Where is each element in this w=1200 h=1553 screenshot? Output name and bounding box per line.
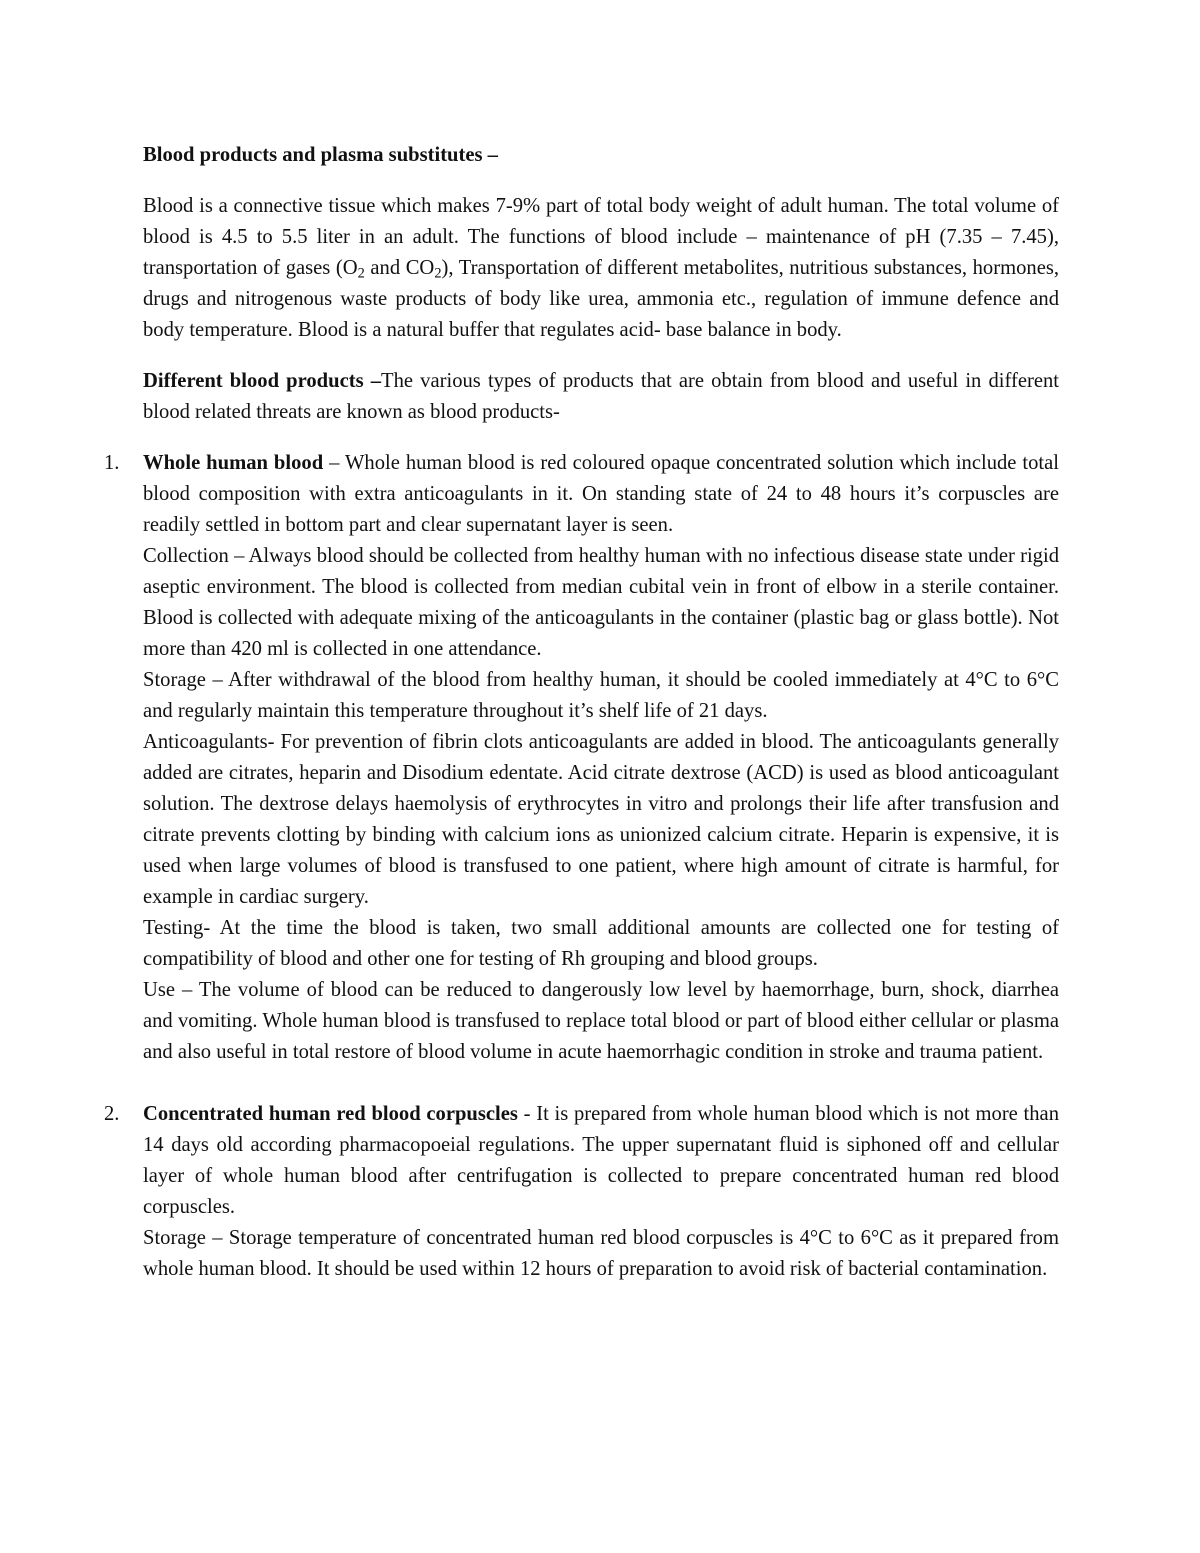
co2-subscript: 2 xyxy=(434,265,442,282)
whole-blood-testing: Testing- At the time the blood is taken, two small additional amounts are collected one for testing of compatibility of blood and other one for testing of Rh grouping and blood groups. xyxy=(143,917,1059,970)
whole-blood-anticoagulants: Anticoagulants- For prevention of fibrin clots anticoagulants are added in blood. The anticoagulants generally added are citrates, heparin and Disodium edentate. Acid citrate dextrose (ACD) is used as blood anticoagulant solution. The dextrose delays haemolysis of erythrocytes in vitro and prolongs their life after transfusion and citrate prevents clotting by binding with calcium ions as unionized calcium citrate. Heparin is expensive, it is used when large volumes of blood is transfused to one patient, where high amount of citrate is harmful, for example in cardiac surgery. xyxy=(143,731,1059,908)
whole-blood-use: Use – The volume of blood can be reduced to dangerously low level by haemorrhage, burn, shock, diarrhea and vomiting. Whole human blood is transfused to replace total blood or part of blood either cellular or plasma and also useful in total restore of blood volume in acute haemorrhagic condition in stroke and trauma patient. xyxy=(143,979,1059,1063)
list-item-number: 2. xyxy=(104,1103,120,1125)
rbc-heading: Concentrated human red blood corpuscles xyxy=(143,1103,518,1125)
document-page xyxy=(104,140,1059,1285)
whole-blood-lead: – Whole human blood is red coloured opaque concentrated solution which include total blood composition with extra anticoagulants in it. On standing state of 24 to 48 hours it’s corpuscles are readily settled in bottom part and clear supernatant layer is seen. xyxy=(143,452,1059,536)
rbc-description xyxy=(143,1099,1059,1223)
list-item-whole-blood xyxy=(104,448,1059,1068)
list-item-red-blood-corpuscles xyxy=(104,1099,1059,1285)
intro-text-2: and CO xyxy=(364,257,435,279)
o2-subscript: 2 xyxy=(357,265,365,282)
intro-text-3: ), Transportation of different metabolites, nutritious substances, hormones, drugs and nitrogenous waste products of body like urea, ammonia etc., regulation of immune defence and body temperature. Blood is a natural buffer that regulates acid- base balance in body. xyxy=(143,257,1059,341)
intro-text-1: Blood is a connective tissue which makes 7-9% part of total body weight of adult human. The total volume of blood is 4.5 to 5.5 liter in an adult. The functions of blood include – maintenance of pH (7.35 – 7.45), transportation of gases (O xyxy=(143,195,1059,279)
rbc-storage: Storage – Storage temperature of concentrated human red blood corpuscles is 4°C to 6°C as it prepared from whole human blood. It should be used within 12 hours of preparation to avoid risk of bacterial contamination. xyxy=(143,1227,1059,1280)
blood-products-list xyxy=(104,448,1059,1285)
intro-paragraph xyxy=(143,191,1059,346)
whole-blood-storage: Storage – After withdrawal of the blood from healthy human, it should be cooled immediately at 4°C to 6°C and regularly maintain this temperature throughout it’s shelf life of 21 days. xyxy=(143,669,1059,722)
rbc-lead: - It is prepared from whole human blood which is not more than 14 days old according pharmacopoeial regulations. The upper supernatant fluid is siphoned off and cellular layer of whole human blood after centrifugation is collected to prepare concentrated human red blood corpuscles. xyxy=(143,1103,1059,1218)
section-paragraph xyxy=(143,366,1059,428)
list-item-number: 1. xyxy=(104,452,120,474)
whole-blood-collection: Collection – Always blood should be collected from healthy human with no infectious disease state under rigid aseptic environment. The blood is collected from median cubital vein in front of elbow in a sterile container. Blood is collected with adequate mixing of the anticoagulants in the container (plastic bag or glass bottle). Not more than 420 ml is collected in one attendance. xyxy=(143,545,1059,660)
whole-blood-heading: Whole human blood xyxy=(143,452,324,474)
section-heading: Different blood products – xyxy=(143,370,382,392)
section-text: The various types of products that are obtain from blood and useful in different blood related threats are known as blood products- xyxy=(143,370,1059,423)
whole-blood-description xyxy=(143,448,1059,541)
document-title: Blood products and plasma substitutes – xyxy=(143,144,498,166)
